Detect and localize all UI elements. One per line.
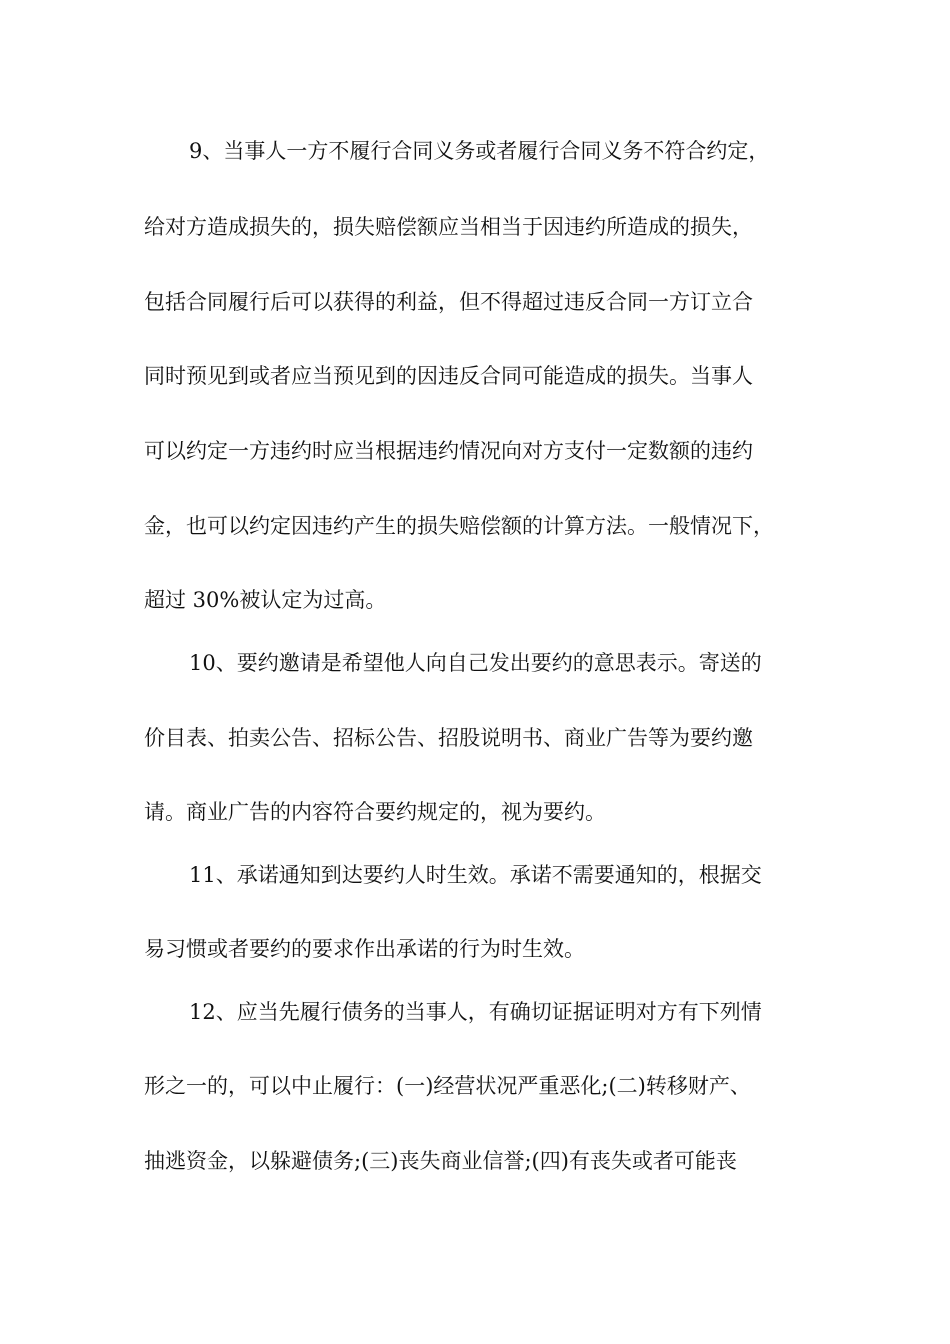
text-line-content: 9、当事人一方不履行合同义务或者履行合同义务不符合约定， [189,139,770,163]
text-line-content: 可以约定一方违约时应当根据违约情况向对方支付一定数额的违约 [144,439,753,463]
text-line-content: 12、应当先履行债务的当事人，有确切证据证明对方有下列情 [189,1000,762,1024]
text-line [0,506,950,546]
text-line [0,131,950,171]
text-line-content: 超过 30%被认定为过高。 [144,588,387,612]
text-line-content: 请。商业广告的内容符合要约规定的，视为要约。 [144,800,606,824]
text-line-content: 10、要约邀请是希望他人向自己发出要约的意思表示。寄送的 [189,651,762,675]
text-line [0,356,950,396]
text-line [0,1141,950,1181]
text-line [0,282,950,322]
text-line [0,792,950,832]
text-line [0,643,950,683]
text-line [0,929,950,969]
text-line [0,855,950,895]
text-line-content: 抽逃资金，以躲避债务;(三)丧失商业信誉;(四)有丧失或者可能丧 [144,1149,737,1173]
text-line-content: 价目表、拍卖公告、招标公告、招股说明书、商业广告等为要约邀 [144,726,753,750]
text-line-content: 同时预见到或者应当预见到的因违反合同可能造成的损失。当事人 [144,364,753,388]
text-line [0,431,950,471]
text-line-content: 给对方造成损失的，损失赔偿额应当相当于因违约所造成的损失， [144,215,753,239]
text-line-content: 11、承诺通知到达要约人时生效。承诺不需要通知的，根据交 [189,863,762,887]
text-line [0,1066,950,1106]
text-line [0,207,950,247]
text-line [0,992,950,1032]
text-line-content: 易习惯或者要约的要求作出承诺的行为时生效。 [144,937,585,961]
text-line-content: 金，也可以约定因违约产生的损失赔偿额的计算方法。一般情况下， [144,514,774,538]
text-line [0,718,950,758]
text-line-content: 包括合同履行后可以获得的利益，但不得超过违反合同一方订立合 [144,290,753,314]
text-line [0,580,950,620]
text-line-content: 形之一的，可以中止履行：(一)经营状况严重恶化;(二)转移财产、 [144,1074,751,1098]
